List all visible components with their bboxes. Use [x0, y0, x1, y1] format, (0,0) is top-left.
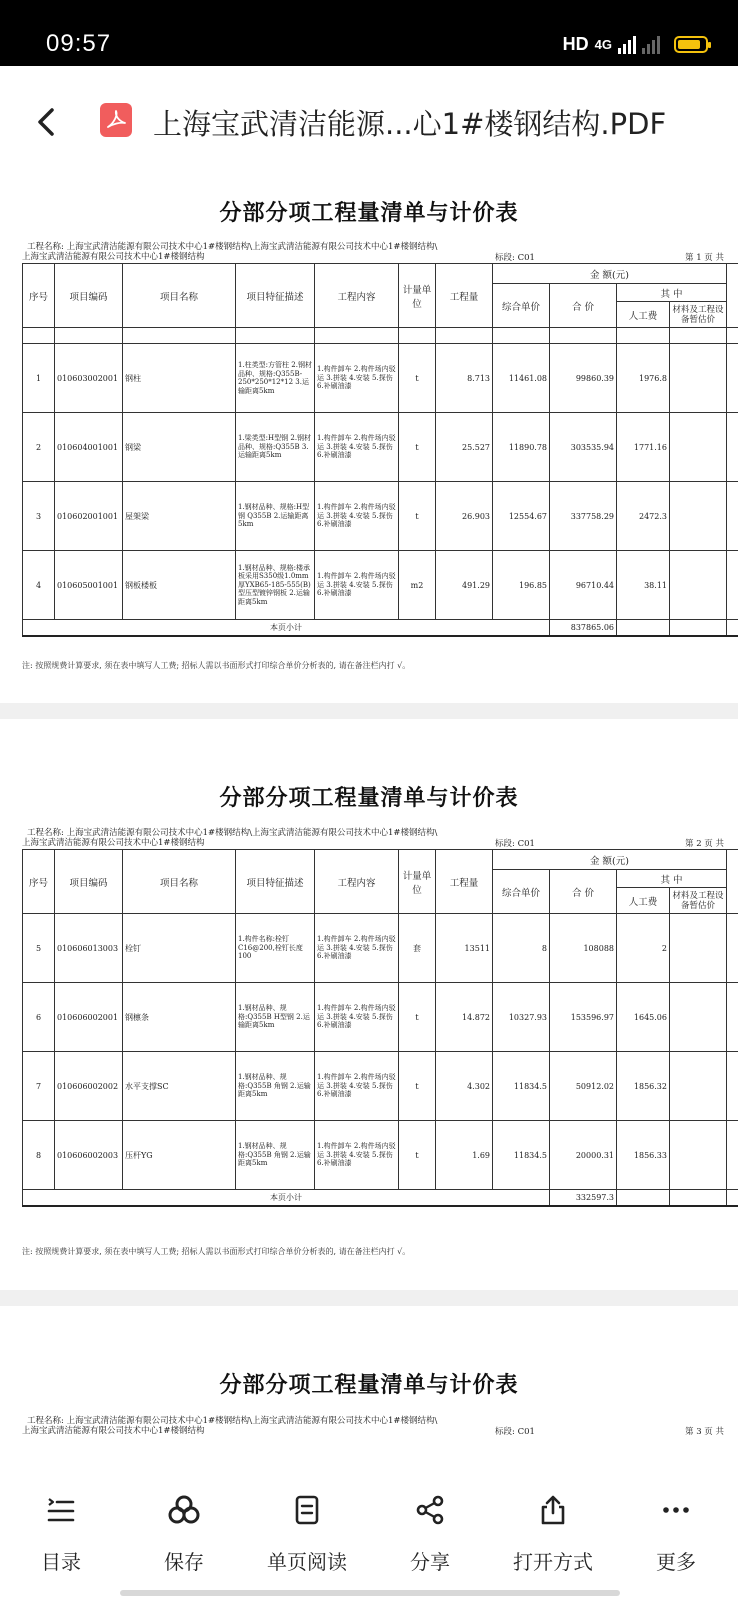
col-qty: 工程量: [436, 264, 493, 328]
status-bar: [0, 0, 738, 66]
table-row: 2 010604001001 钢梁 1.梁类型:H型钢 2.钢材品种、规格:Q355B 3.运输距离5km 1.构件卸车 2.构件场内驳运 3.拼装 4.安装 5.探伤 6.补刷油漆 t 25.527 11890.78 303535.94 1771.16: [23, 413, 738, 482]
pdf-viewer[interactable]: [0, 176, 738, 1468]
document-icon: [291, 1494, 323, 1526]
col-amount: 金 额(元): [493, 850, 727, 870]
page-heading: 分部分项工程量清单与计价表: [219, 200, 519, 226]
table-row: 3 010602001001 屋架梁 1.钢材品种、规格:H型钢 Q355B 2.运输距离5km 1.构件卸车 2.构件场内驳运 3.拼装 4.安装 5.探伤 6.补刷油漆 t 26.903 12554.67 337758.29 2472.3: [23, 482, 738, 551]
col-feature: 项目特征描述: [236, 850, 315, 914]
subtotal-row: 本页小计 332597.3: [23, 1190, 738, 1206]
cloud-icon: [168, 1494, 200, 1526]
more-icon: [660, 1494, 692, 1526]
signal-2-icon: [642, 36, 660, 54]
project-name: 工程名称: 上海宝武清洁能源有限公司技术中心1#楼钢结构\上海宝武清洁能源有限公司技术中心1#楼钢结构\: [27, 828, 438, 838]
page-number-label: 第 2 页 共: [685, 839, 725, 849]
col-amount: 金 额(元): [493, 264, 727, 284]
bill-table: [22, 263, 738, 637]
col-seq: 序号: [23, 264, 55, 328]
col-labor: 人工费: [617, 888, 670, 914]
section-label: 标段: C01: [495, 1427, 535, 1437]
table-row: 8 010606002003 压杆YG 1.钢材品种、规格:Q355B 角钢 2.运输距离5km 1.构件卸车 2.构件场内驳运 3.拼装 4.安装 5.探伤 6.补刷油漆 t 1.69 11834.5 20000.31 1856.33: [23, 1121, 738, 1190]
col-unit: 计量单位: [399, 850, 436, 914]
col-qty: 工程量: [436, 850, 493, 914]
table-row: 5 010606013003 栓钉 1.构件名称:栓钉C16@200,栓钉长度100 1.构件卸车 2.构件场内驳运 3.拼装 4.安装 5.探伤 6.补刷油漆 套 13511 8 108088 2: [23, 914, 738, 983]
share-button[interactable]: 分享: [380, 1468, 480, 1568]
list-icon: [45, 1494, 77, 1526]
project-name-2: 上海宝武清洁能源有限公司技术中心1#楼钢结构: [22, 1426, 205, 1436]
document-title: 上海宝武清洁能源...心1#楼钢结构.PDF: [153, 107, 667, 141]
table-row: 7 010606002002 水平支撑SC 1.钢材品种、规格:Q355B 角钢 2.运输距离5km 1.构件卸车 2.构件场内驳运 3.拼装 4.安装 5.探伤 6.补刷油漆 t 4.302 11834.5 50912.02 1856.32: [23, 1052, 738, 1121]
subtotal-row: 本页小计 837865.06: [23, 620, 738, 636]
col-unit-price: 综合单价: [493, 870, 550, 914]
open-with-icon: [537, 1494, 569, 1526]
col-total: 合 价: [550, 284, 617, 328]
col-seq: 序号: [23, 850, 55, 914]
table-row: 6 010606002001 钢檩条 1.钢材品种、规格:Q355B H型钢 2.运输距离5km 1.构件卸车 2.构件场内驳运 3.拼装 4.安装 5.探伤 6.补刷油漆 t 14.872 10327.93 153596.97 1645.06: [23, 983, 738, 1052]
back-arrow-icon: [30, 102, 66, 142]
col-labor: 人工费: [617, 302, 670, 328]
project-name-2: 上海宝武清洁能源有限公司技术中心1#楼钢结构: [22, 838, 205, 848]
pdf-page: [0, 176, 738, 703]
status-indicators: [563, 34, 708, 55]
col-work: 工程内容: [315, 850, 399, 914]
back-button[interactable]: [30, 102, 66, 142]
col-name: 项目名称: [123, 264, 236, 328]
bottom-toolbar: [0, 1468, 738, 1600]
page-number-label: 第 3 页 共: [685, 1427, 725, 1437]
col-material: 材料及工程设备暂估价: [670, 888, 727, 914]
pdf-file-icon: [100, 103, 132, 137]
col-code: 项目编码: [55, 850, 123, 914]
save-button[interactable]: 保存: [134, 1468, 234, 1568]
status-time: 09:57: [46, 30, 112, 57]
col-unit-price: 综合单价: [493, 284, 550, 328]
bill-table: [22, 849, 738, 1207]
app-header: [0, 66, 738, 176]
col-code: 项目编码: [55, 264, 123, 328]
project-name: 工程名称: 上海宝武清洁能源有限公司技术中心1#楼钢结构\上海宝武清洁能源有限公司技术中心1#楼钢结构\: [27, 242, 438, 252]
col-name: 项目名称: [123, 850, 236, 914]
pdf-page: [0, 719, 738, 1290]
col-among: 其 中: [617, 284, 727, 302]
share-icon: [414, 1494, 446, 1526]
table-row: 4 010605001001 钢板楼板 1.钢材品种、规格:楼承板采用S350级1.0mm厚YXB65-185-555(B)型压型镀锌钢板 2.运输距离5km 1.构件卸车 2.构件场内驳运 3.拼装 4.安装 5.探伤 6.补刷油漆 m2 491.29 196.85 96710.44 38.11: [23, 551, 738, 620]
more-button[interactable]: 更多: [626, 1468, 726, 1568]
battery-icon: [674, 36, 708, 53]
col-material: 材料及工程设备暂估价: [670, 302, 727, 328]
col-feature: 项目特征描述: [236, 264, 315, 328]
page-number-label: 第 1 页 共: [685, 253, 725, 263]
single-page-button[interactable]: 单页阅读: [257, 1468, 357, 1568]
page-heading: 分部分项工程量清单与计价表: [219, 785, 519, 811]
table-note: 注: 按照规费计算要求, 须在表中填写人工费; 招标人需以书面形式打印综合单价分析表的, 请在备注栏内打 √。: [22, 661, 411, 670]
project-name: 工程名称: 上海宝武清洁能源有限公司技术中心1#楼钢结构\上海宝武清洁能源有限公司技术中心1#楼钢结构\: [27, 1416, 438, 1426]
col-unit: 计量单位: [399, 264, 436, 328]
section-label: 标段: C01: [495, 253, 535, 263]
signal-icon: [618, 36, 636, 54]
open-with-button[interactable]: 打开方式: [503, 1468, 603, 1568]
project-name-2: 上海宝武清洁能源有限公司技术中心1#楼钢结构: [22, 252, 205, 262]
col-total: 合 价: [550, 870, 617, 914]
pdf-page: [0, 1306, 738, 1468]
table-row: 1 010603002001 钢柱 1.柱类型:方管柱 2.钢材品种、规格:Q355B-250*250*12*12 3.运输距离5km 1.构件卸车 2.构件场内驳运 3.拼装 4.安装 5.探伤 6.补刷油漆 t 8.713 11461.08 99860.39 1976.8: [23, 344, 738, 413]
table-note: 注: 按照规费计算要求, 须在表中填写人工费; 招标人需以书面形式打印综合单价分析表的, 请在备注栏内打 √。: [22, 1247, 411, 1256]
col-among: 其 中: [617, 870, 727, 888]
page-heading: 分部分项工程量清单与计价表: [219, 1372, 519, 1398]
home-indicator[interactable]: [120, 1590, 620, 1596]
toc-button[interactable]: 目录: [11, 1468, 111, 1568]
hd-label: HD: [562, 34, 589, 54]
col-work: 工程内容: [315, 264, 399, 328]
network-type-label: 4G: [594, 37, 612, 52]
section-label: 标段: C01: [495, 839, 535, 849]
